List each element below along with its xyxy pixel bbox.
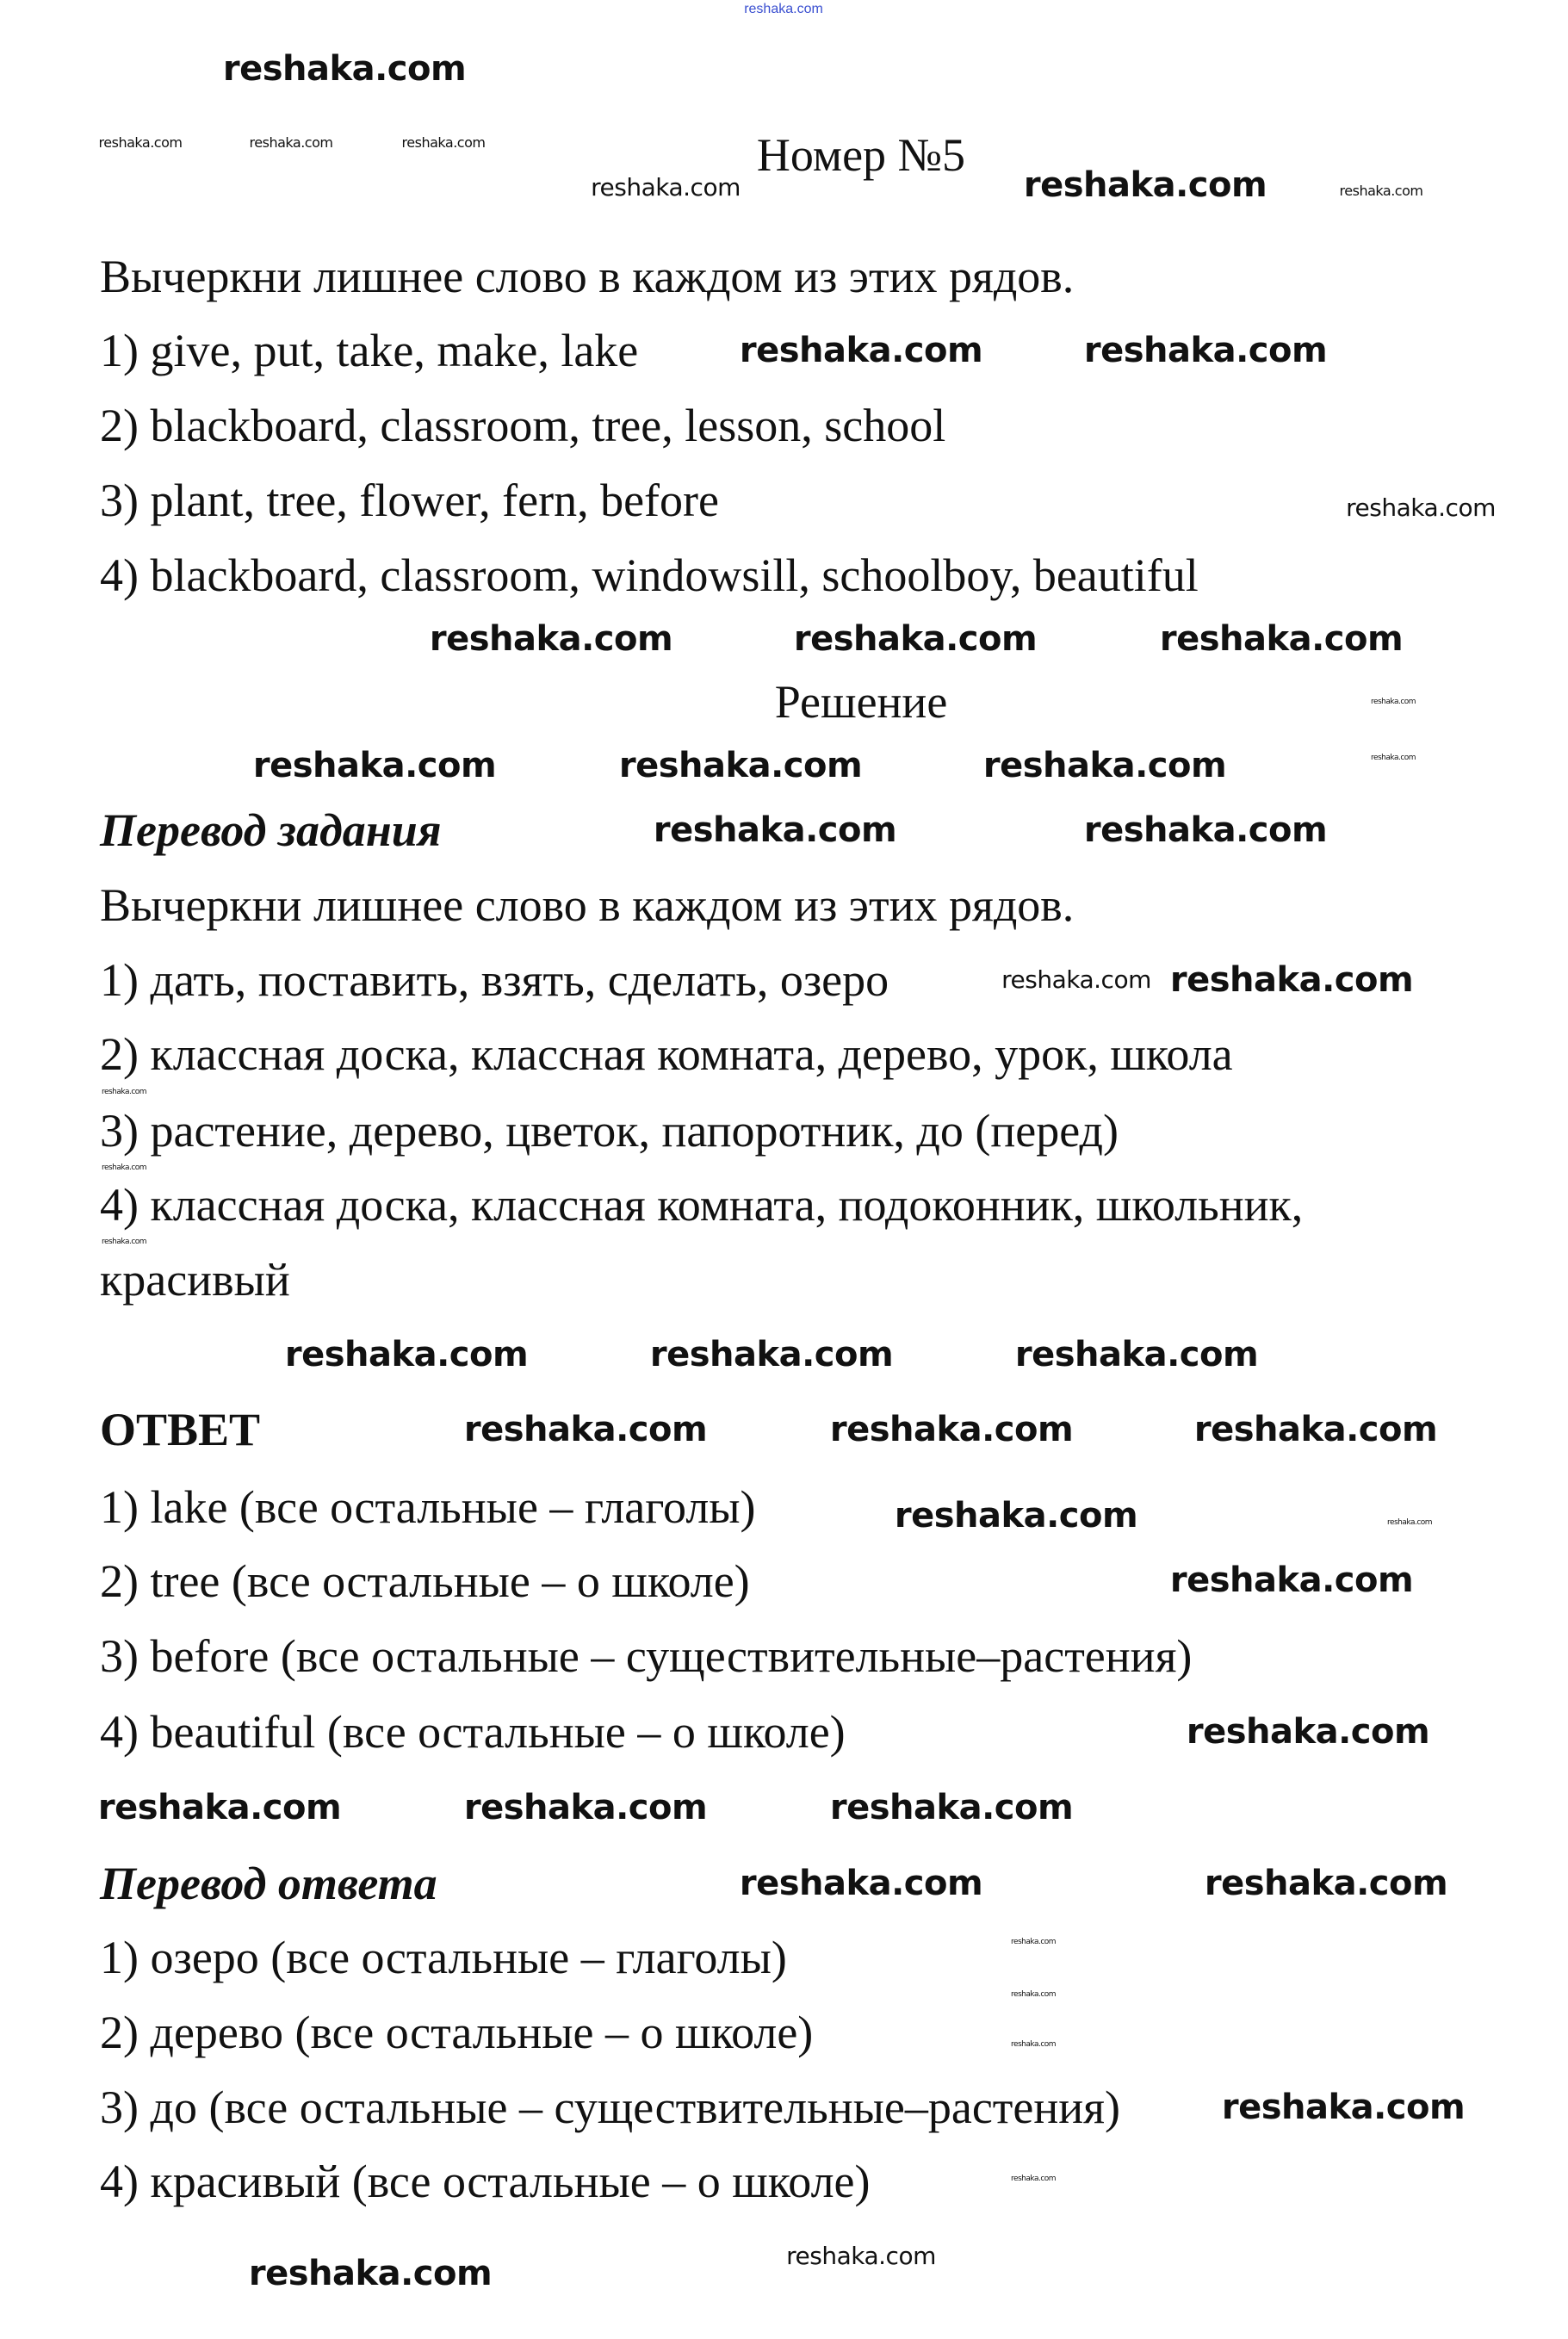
watermark: reshaka.com [463, 1788, 708, 1827]
translation-instruction: Вычеркни лишнее слово в каждом из этих рядов. [100, 879, 1075, 931]
watermark: reshaka.com [786, 2241, 936, 2270]
watermark: reshaka.com [829, 1788, 1074, 1827]
watermark: reshaka.com [591, 172, 741, 202]
watermark: reshaka.com [429, 619, 673, 659]
task-item: 4) blackboard, classroom, windowsill, schoolboy, beautiful [100, 549, 1199, 601]
task-item: 2) blackboard, classroom, tree, lesson, school [100, 400, 946, 451]
watermark: reshaka.com [248, 2254, 493, 2293]
task-item: 3) plant, tree, flower, fern, before [100, 475, 719, 526]
watermark: reshaka.com [1010, 2174, 1057, 2183]
watermark: reshaka.com [1186, 1712, 1430, 1752]
answer-heading: ОТВЕТ [100, 1404, 261, 1455]
task-item: 1) give, put, take, make, lake [100, 325, 639, 376]
watermark: reshaka.com [618, 746, 863, 785]
watermark: reshaka.com [1169, 1560, 1414, 1600]
translation-item: 3) растение, дерево, цветок, папоротник, до (перед) [100, 1105, 1119, 1157]
answer-item: 2) tree (все остальные – о школе) [100, 1555, 750, 1607]
watermark: reshaka.com [1193, 1410, 1438, 1449]
answer-item: 4) beautiful (все остальные – о школе) [100, 1706, 846, 1758]
watermark: reshaka.com [739, 1864, 983, 1903]
watermark: reshaka.com [1014, 1335, 1259, 1374]
watermark: reshaka.com [1204, 1864, 1448, 1903]
translation-item: 4) классная доска, классная комната, подоконник, школьник, [100, 1179, 1304, 1231]
watermark: reshaka.com [982, 746, 1227, 785]
watermark: reshaka.com [252, 746, 497, 785]
watermark: reshaka.com [1001, 965, 1151, 994]
answer-translation-heading: Перевод ответа [100, 1858, 437, 1909]
task-instruction: Вычеркни лишнее слово в каждом из этих рядов. [100, 251, 1075, 302]
translation-heading: Перевод задания [100, 804, 442, 856]
watermark: reshaka.com [463, 1410, 708, 1449]
watermark: reshaka.com [1386, 1517, 1433, 1527]
watermark: reshaka.com [649, 1335, 894, 1374]
watermark: reshaka.com [401, 133, 486, 151]
watermark: reshaka.com [101, 1087, 147, 1096]
watermark: reshaka.com [1023, 165, 1267, 205]
watermark: reshaka.com [1010, 2039, 1057, 2049]
answer-item: 1) lake (все остальные – глаголы) [100, 1481, 756, 1533]
watermark: reshaka.com [1083, 810, 1328, 850]
watermark: reshaka.com [1169, 960, 1414, 1000]
watermark: reshaka.com [894, 1496, 1138, 1536]
header-watermark[interactable]: reshaka.com [744, 2, 823, 16]
watermark: reshaka.com [793, 619, 1038, 659]
watermark: reshaka.com [1083, 331, 1328, 370]
watermark: reshaka.com [284, 1335, 529, 1374]
watermark: reshaka.com [101, 1163, 147, 1172]
watermark: reshaka.com [1010, 1937, 1057, 1946]
watermark: reshaka.com [1370, 697, 1416, 706]
page-title: Номер №5 [756, 129, 966, 181]
watermark: reshaka.com [1221, 2088, 1466, 2127]
answer-translation-item: 1) озеро (все остальные – глаголы) [100, 1932, 787, 1983]
watermark: reshaka.com [222, 49, 467, 89]
answer-translation-item: 4) красивый (все остальные – о школе) [100, 2156, 871, 2207]
answer-translation-item: 2) дерево (все остальные – о школе) [100, 2007, 814, 2058]
solution-title: Решение [774, 676, 948, 728]
watermark: reshaka.com [1370, 753, 1416, 762]
watermark: reshaka.com [1339, 182, 1423, 199]
watermark: reshaka.com [1010, 1989, 1057, 1999]
watermark: reshaka.com [249, 133, 333, 151]
watermark: reshaka.com [1346, 493, 1496, 522]
watermark: reshaka.com [653, 810, 897, 850]
watermark: reshaka.com [1159, 619, 1404, 659]
translation-item: красивый [100, 1254, 290, 1306]
answer-item: 3) before (все остальные – существительные–растения) [100, 1630, 1193, 1682]
answer-translation-item: 3) до (все остальные – существительные–растения) [100, 2082, 1120, 2133]
watermark: reshaka.com [97, 1788, 342, 1827]
watermark: reshaka.com [829, 1410, 1074, 1449]
translation-item: 1) дать, поставить, взять, сделать, озеро [100, 954, 889, 1006]
watermark: reshaka.com [101, 1237, 147, 1246]
watermark: reshaka.com [739, 331, 983, 370]
watermark: reshaka.com [98, 133, 183, 151]
translation-item: 2) классная доска, классная комната, дерево, урок, школа [100, 1028, 1233, 1080]
